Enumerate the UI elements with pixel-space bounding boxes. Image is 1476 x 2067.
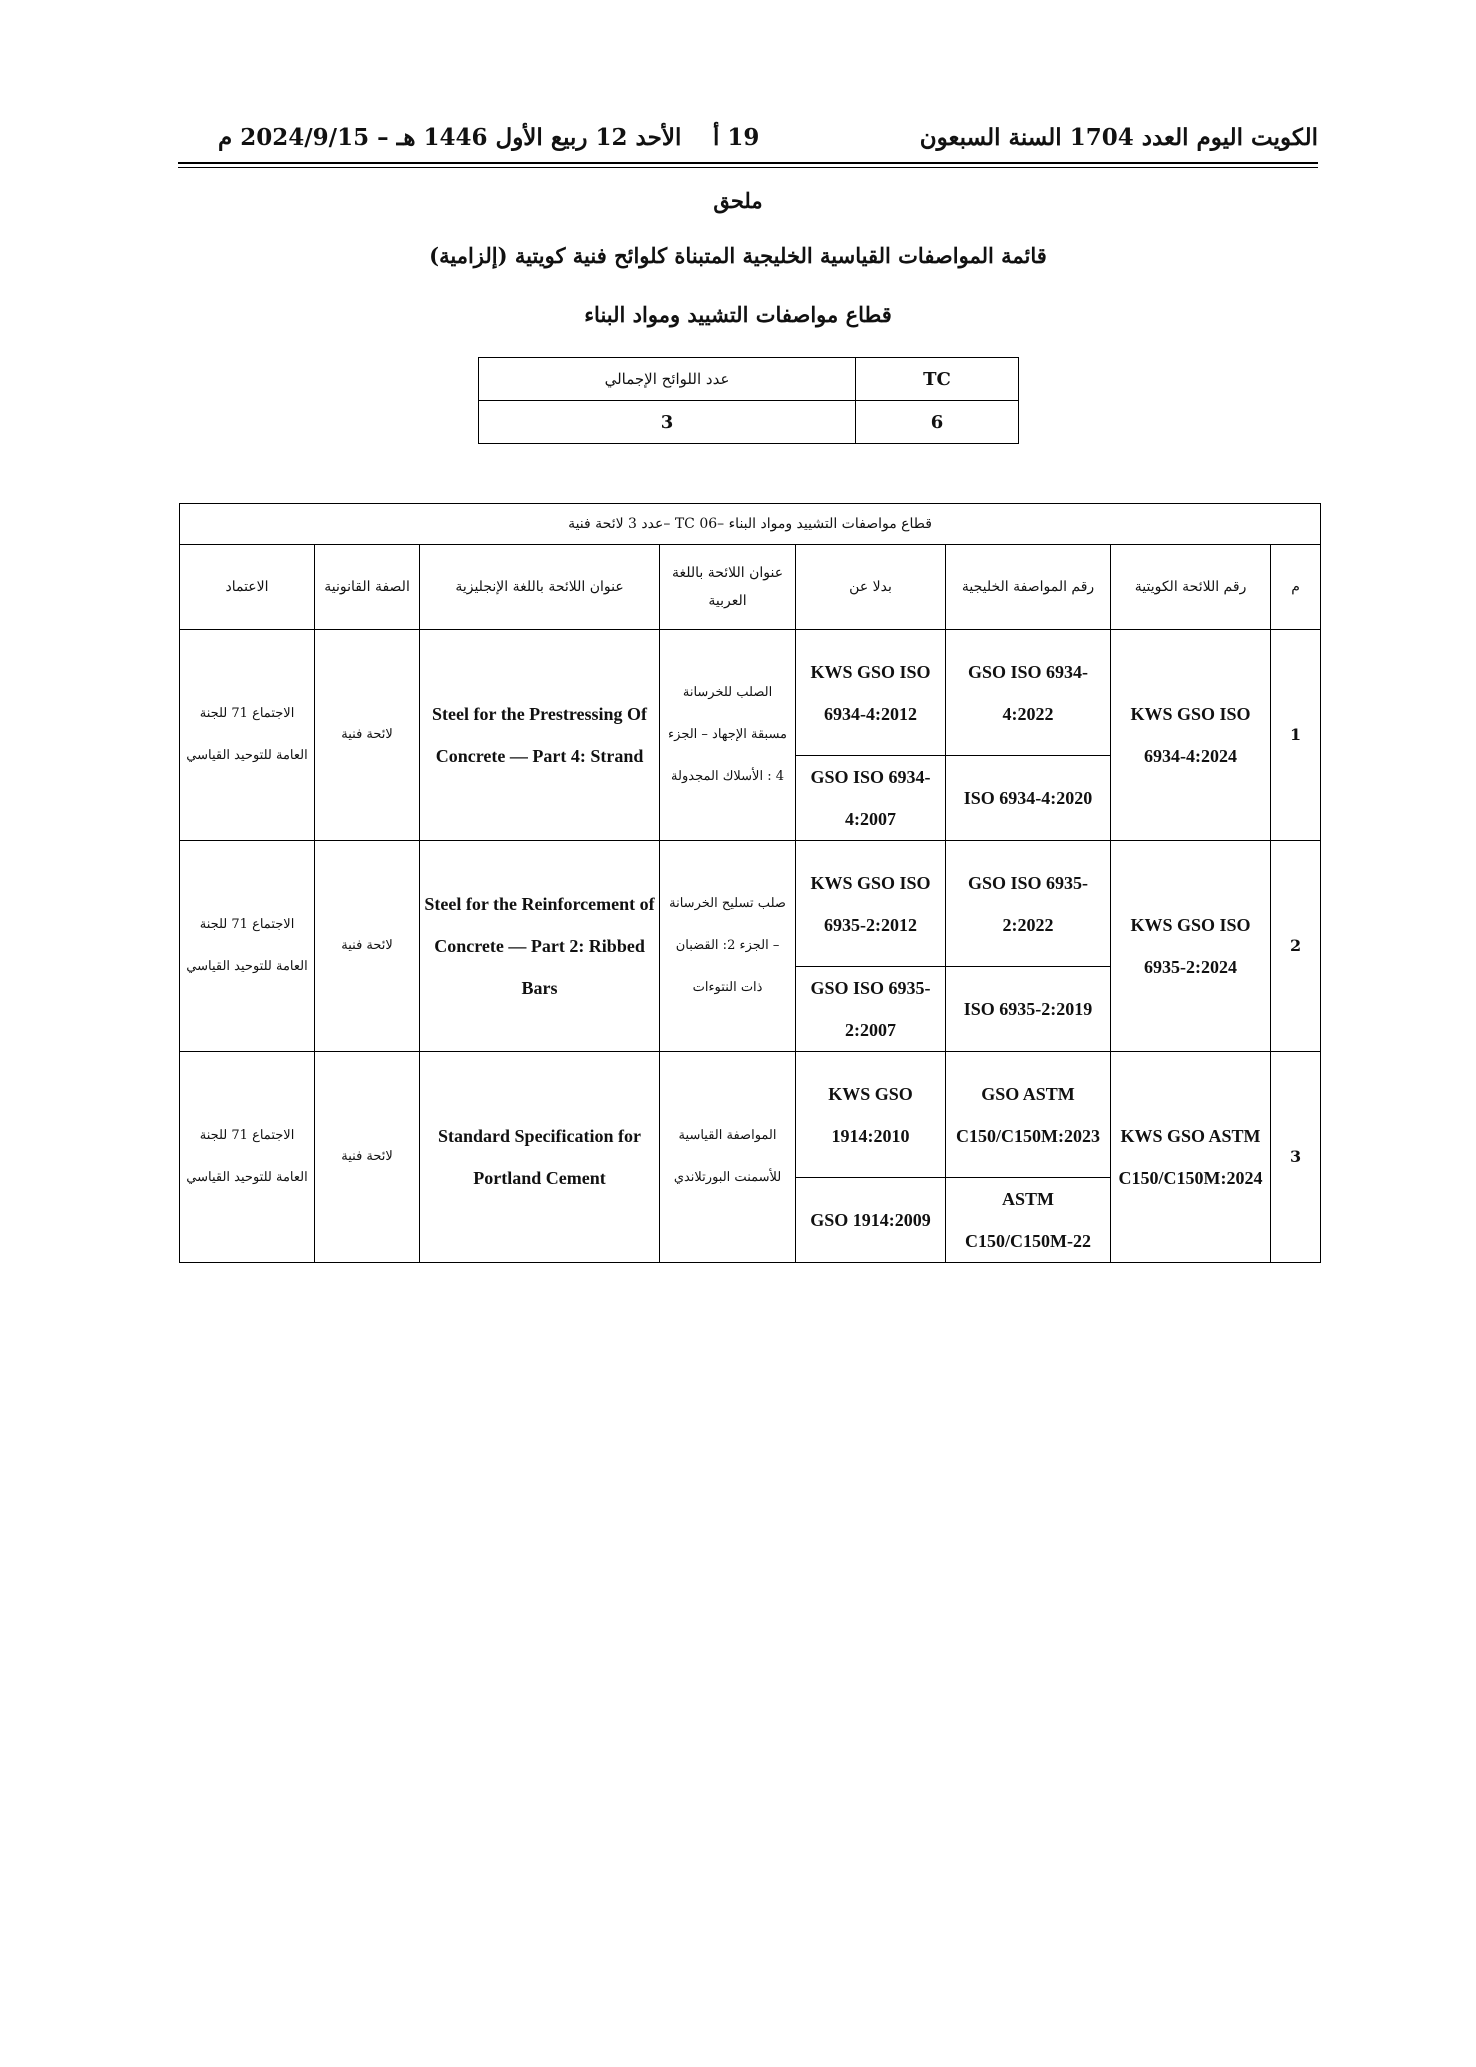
- header-kuwaiti-no: رقم اللائحة الكويتية: [1111, 545, 1271, 630]
- replaces-gso: GSO ISO 6935-2:2007: [796, 967, 946, 1052]
- header-replaces: بدلا عن: [796, 545, 946, 630]
- gulf-spec-no: GSO ASTM C150/C150M:2023: [946, 1052, 1111, 1178]
- arabic-title: المواصفة القياسية للأسمنت البورتلاندي: [660, 1052, 796, 1263]
- gazette-issue-info: الكويت اليوم العدد 1704 السنة السبعون: [919, 124, 1318, 151]
- legal-status: لائحة فنية: [315, 1052, 420, 1263]
- iso-spec-no: ISO 6935-2:2019: [946, 967, 1111, 1052]
- regulations-table: [179, 503, 1321, 1263]
- page-number: 19 أ: [713, 124, 760, 151]
- header-rule-thin: [178, 167, 1318, 168]
- replaces-kws: KWS GSO 1914:2010: [796, 1052, 946, 1178]
- summary-total-value: 3: [479, 401, 856, 444]
- iso-spec-no: ASTM C150/C150M-22: [946, 1178, 1111, 1263]
- replaces-kws: KWS GSO ISO 6934-4:2012: [796, 630, 946, 756]
- gulf-spec-no: GSO ISO 6935-2:2022: [946, 841, 1111, 967]
- iso-spec-no: ISO 6934-4:2020: [946, 756, 1111, 841]
- kuwaiti-reg-no: KWS GSO ISO 6934-4:2024: [1111, 630, 1271, 841]
- row-number: 3: [1271, 1052, 1321, 1263]
- table-caption: قطاع مواصفات التشييد ومواد البناء –TC 06 –عدد 3 لائحة فنية: [180, 504, 1321, 545]
- header-approval: الاعتماد: [180, 545, 315, 630]
- table-row: [180, 841, 1321, 967]
- summary-header-tc: TC: [856, 358, 1019, 401]
- english-title: Steel for the Reinforcement of Concrete — Part 2: Ribbed Bars: [420, 841, 660, 1052]
- kuwaiti-reg-no: KWS GSO ASTM C150/C150M:2024: [1111, 1052, 1271, 1263]
- header-arabic-title: عنوان اللائحة باللغة العربية: [660, 545, 796, 630]
- row-number: 2: [1271, 841, 1321, 1052]
- approval: الاجتماع 71 للجنة العامة للتوحيد القياسي: [180, 841, 315, 1052]
- legal-status: لائحة فنية: [315, 630, 420, 841]
- replaces-gso: GSO 1914:2009: [796, 1178, 946, 1263]
- arabic-title: صلب تسليح الخرسانة – الجزء 2: القضبان ذات النتوءات: [660, 841, 796, 1052]
- replaces-gso: GSO ISO 6934-4:2007: [796, 756, 946, 841]
- summary-tc-value: 6: [856, 401, 1019, 444]
- english-title: Steel for the Prestressing Of Concrete — Part 4: Strand: [420, 630, 660, 841]
- arabic-title: الصلب للخرسانة مسبقة الإجهاد – الجزء 4 : الأسلاك المجدولة: [660, 630, 796, 841]
- publication-date: الأحد 12 ربيع الأول 1446 هـ – 2024/9/15 م: [218, 124, 682, 151]
- header-rule-thick: [178, 162, 1318, 164]
- summary-header-total: عدد اللوائح الإجمالي: [479, 358, 856, 401]
- table-row: [180, 1052, 1321, 1178]
- legal-status: لائحة فنية: [315, 841, 420, 1052]
- row-number: 1: [1271, 630, 1321, 841]
- replaces-kws: KWS GSO ISO 6935-2:2012: [796, 841, 946, 967]
- approval: الاجتماع 71 للجنة العامة للتوحيد القياسي: [180, 1052, 315, 1263]
- header-legal-status: الصفة القانونية: [315, 545, 420, 630]
- header-gulf-no: رقم المواصفة الخليجية: [946, 545, 1111, 630]
- page-header: [178, 120, 1318, 160]
- list-title: قائمة المواصفات القياسية الخليجية المتبناة كلوائح فنية كويتية (إلزامية): [429, 243, 1047, 268]
- header-english-title: عنوان اللائحة باللغة الإنجليزية: [420, 545, 660, 630]
- sector-title: قطاع مواصفات التشييد ومواد البناء: [584, 302, 892, 327]
- gulf-spec-no: GSO ISO 6934-4:2022: [946, 630, 1111, 756]
- kuwaiti-reg-no: KWS GSO ISO 6935-2:2024: [1111, 841, 1271, 1052]
- header-no: م: [1271, 545, 1321, 630]
- english-title: Standard Specification for Portland Cement: [420, 1052, 660, 1263]
- approval: الاجتماع 71 للجنة العامة للتوحيد القياسي: [180, 630, 315, 841]
- appendix-title: ملحق: [713, 188, 763, 213]
- table-row: [180, 630, 1321, 756]
- summary-table: [478, 357, 1019, 444]
